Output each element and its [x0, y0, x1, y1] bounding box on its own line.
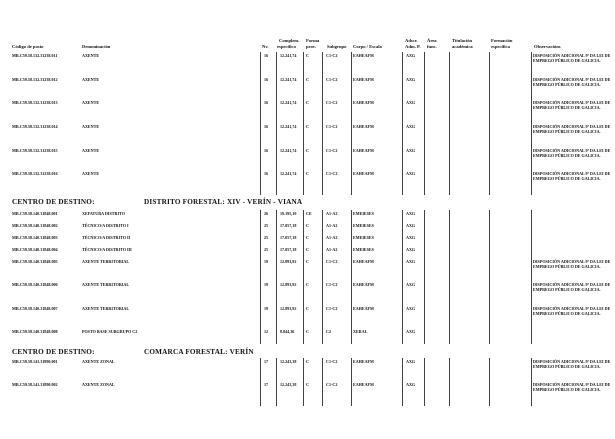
complemento-cell: 17.057,18 — [280, 247, 297, 252]
codigo-cell: MR.C59.58.140.31848.004 — [12, 247, 58, 252]
denominacion-cell: XEFATURA DISTRITO — [82, 211, 125, 216]
observacion-cell: DISPOSICIÓN ADICIONAL 9ª DA LEI DE EMPREGO PÚBLICO DE GALICIA. — [533, 382, 611, 392]
column-divider — [424, 52, 425, 195]
complemento-cell: 19.195,10 — [280, 211, 297, 216]
denominacion-cell: POSTO BASE SUBGRUPO C2 — [82, 329, 138, 334]
column-divider — [276, 52, 277, 195]
observacion-cell: DISPOSICIÓN ADICIONAL 9ª DA LEI DE EMPREGO PÚBLICO DE GALICIA. — [533, 259, 611, 269]
section-destino: DISTRITO FORESTAL: XIV - VERÍN - VIANA — [144, 198, 303, 206]
codigo-cell: MR.C59.58.132.31238.013 — [12, 100, 58, 105]
codigo-cell: MR.C59.58.140.31848.008 — [12, 329, 58, 334]
complemento-cell: 17.057,18 — [280, 235, 297, 240]
codigo-cell: MR.C59.58.140.31848.001 — [12, 211, 58, 216]
subgrupo-cell: C1-C2 — [326, 148, 338, 153]
corpo-cell: EAHEAFM — [353, 171, 374, 176]
column-divider — [322, 210, 323, 344]
corpo-cell: EAHEAFM — [353, 359, 374, 364]
subgrupo-cell: C1-C2 — [326, 306, 338, 311]
codigo-cell: MR.C59.58.132.31238.011 — [12, 53, 58, 58]
nivel-cell: 16 — [264, 77, 269, 82]
subgrupo-cell: C1-C2 — [326, 282, 338, 287]
column-divider — [402, 358, 403, 406]
denominacion-cell: AXENTE — [82, 53, 100, 58]
header-titulacion-top: Titulación — [452, 38, 473, 43]
column-divider — [449, 52, 450, 195]
column-divider — [489, 210, 490, 344]
column-divider — [351, 210, 352, 344]
corpo-cell: EAHEAFM — [353, 306, 374, 311]
denominacion-cell: AXENTE TERRITORIAL — [82, 306, 130, 311]
column-divider — [531, 358, 532, 406]
column-divider — [260, 210, 261, 344]
section-heading — [12, 348, 254, 356]
forma-cell: C — [306, 223, 309, 228]
header-subgrupo: Subgrupo — [327, 44, 347, 49]
forma-cell: C — [306, 259, 309, 264]
subgrupo-cell: A1-A2 — [326, 211, 338, 216]
denominacion-cell: AXENTE TERRITORIAL — [82, 259, 130, 264]
complemento-cell: 12.893,92 — [280, 282, 297, 287]
corpo-cell: EAHEAFM — [353, 100, 374, 105]
column-divider — [489, 358, 490, 406]
forma-cell: C — [306, 359, 309, 364]
subgrupo-cell: A1-A2 — [326, 235, 338, 240]
header-nivel: Nv. — [262, 44, 269, 49]
adscr-cell: AXG — [406, 259, 416, 264]
codigo-cell: MR.C59.58.140.31848.002 — [12, 223, 58, 228]
subgrupo-cell: C1-C2 — [326, 77, 338, 82]
complemento-cell: 17.057,18 — [280, 223, 297, 228]
header-complemento-bottom: específico — [277, 44, 296, 49]
adscr-cell: AXG — [406, 247, 416, 252]
header-denominacion: Denominación — [82, 44, 111, 49]
forma-cell: C — [306, 77, 309, 82]
section-heading — [12, 198, 303, 206]
adscr-cell: AXG — [406, 100, 416, 105]
subgrupo-cell: C1-C2 — [326, 359, 338, 364]
adscr-cell: AXG — [406, 223, 416, 228]
column-divider — [402, 210, 403, 344]
denominacion-cell: AXENTE — [82, 100, 100, 105]
codigo-cell: MR.C59.58.132.31238.012 — [12, 77, 58, 82]
forma-cell: C — [306, 148, 309, 153]
nivel-cell: 12 — [264, 329, 269, 334]
column-divider — [260, 358, 261, 406]
corpo-cell: EAHEAFM — [353, 53, 374, 58]
complemento-cell: 12.241,74 — [280, 100, 297, 105]
codigo-cell: MR.C59.58.141.31890.001 — [12, 359, 58, 364]
codigo-cell: MR.C59.58.132.31238.015 — [12, 148, 58, 153]
forma-cell: CE — [306, 211, 312, 216]
adscr-cell: AXG — [406, 235, 416, 240]
column-divider — [303, 358, 304, 406]
nivel-cell: 19 — [264, 282, 269, 287]
column-divider — [424, 358, 425, 406]
adscr-cell: AXG — [406, 329, 416, 334]
nivel-cell: 17 — [264, 382, 269, 387]
subgrupo-cell: C1-C2 — [326, 259, 338, 264]
subgrupo-cell: C1-C2 — [326, 382, 338, 387]
adscr-cell: AXG — [406, 306, 416, 311]
header-formacion-bottom: específica — [491, 44, 510, 49]
observacion-cell: DISPOSICIÓN ADICIONAL 9ª DA LEI DE EMPREGO PÚBLICO DE GALICIA. — [533, 53, 611, 63]
denominacion-cell: AXENTE — [82, 77, 100, 82]
corpo-cell: EAHEAFM — [353, 77, 374, 82]
header-formacion-top: Formación — [491, 38, 513, 43]
denominacion-cell: AXENTE ZONAL — [82, 359, 115, 364]
subgrupo-cell: A1-A2 — [326, 247, 338, 252]
complemento-cell: 12.241,74 — [280, 171, 297, 176]
codigo-cell: MR.C59.58.140.31848.005 — [12, 259, 58, 264]
nivel-cell: 26 — [264, 211, 269, 216]
nivel-cell: 25 — [264, 235, 269, 240]
complemento-cell: 12.241,74 — [280, 148, 297, 153]
nivel-cell: 25 — [264, 223, 269, 228]
header-forma-top: Forma — [306, 38, 320, 43]
column-divider — [449, 358, 450, 406]
forma-cell: C — [306, 100, 309, 105]
observacion-cell: DISPOSICIÓN ADICIONAL 9ª DA LEI DE EMPREGO PÚBLICO DE GALICIA. — [533, 77, 611, 87]
denominacion-cell: AXENTE ZONAL — [82, 382, 115, 387]
column-divider — [303, 52, 304, 195]
codigo-cell: MR.C59.58.140.31848.007 — [12, 306, 58, 311]
corpo-cell: EMEIESES — [353, 211, 374, 216]
nivel-cell: 19 — [264, 306, 269, 311]
nivel-cell: 17 — [264, 359, 269, 364]
column-divider — [260, 52, 261, 195]
corpo-cell: EAHEAFM — [353, 148, 374, 153]
column-divider — [322, 52, 323, 195]
header-adscr-top: Adscr. — [405, 38, 418, 43]
observacion-cell: DISPOSICIÓN ADICIONAL 9ª DA LEI DE EMPREGO PÚBLICO DE GALICIA. — [533, 171, 611, 181]
codigo-cell: MR.C59.58.132.31238.016 — [12, 171, 58, 176]
forma-cell: C — [306, 247, 309, 252]
forma-cell: C — [306, 235, 309, 240]
column-divider — [276, 358, 277, 406]
column-divider — [303, 210, 304, 344]
column-divider — [276, 210, 277, 344]
header-adscr-bottom: Adm. P. — [405, 44, 421, 49]
observacion-cell: DISPOSICIÓN ADICIONAL 9ª DA LEI DE EMPREGO PÚBLICO DE GALICIA. — [533, 124, 611, 134]
forma-cell: C — [306, 382, 309, 387]
header-area-bottom: func. — [427, 44, 437, 49]
column-divider — [531, 210, 532, 344]
corpo-cell: EMEIESES — [353, 223, 374, 228]
adscr-cell: AXG — [406, 171, 416, 176]
adscr-cell: AXG — [406, 124, 416, 129]
forma-cell: C — [306, 306, 309, 311]
observacion-cell: DISPOSICIÓN ADICIONAL 9ª DA LEI DE EMPREGO PÚBLICO DE GALICIA. — [533, 306, 611, 316]
column-divider — [531, 52, 532, 195]
subgrupo-cell: C1-C2 — [326, 100, 338, 105]
corpo-cell: EMEIESES — [353, 247, 374, 252]
adscr-cell: AXG — [406, 77, 416, 82]
codigo-cell: MR.C59.58.132.31238.014 — [12, 124, 58, 129]
forma-cell: C — [306, 53, 309, 58]
column-divider — [351, 358, 352, 406]
nivel-cell: 19 — [264, 259, 269, 264]
corpo-cell: XERAL — [353, 329, 368, 334]
header-corpo: Corpo / Escala — [353, 44, 382, 49]
denominacion-cell: TÉCNICO/A DISTRITO I — [82, 223, 129, 228]
header-complemento-top: Complem. — [279, 38, 300, 43]
forma-cell: C — [306, 282, 309, 287]
section-label: CENTRO DE DESTINO: — [12, 348, 95, 356]
forma-cell: C — [306, 124, 309, 129]
codigo-cell: MR.C59.58.141.31890.002 — [12, 382, 58, 387]
column-divider — [489, 52, 490, 195]
corpo-cell: EAHEAFM — [353, 382, 374, 387]
adscr-cell: AXG — [406, 148, 416, 153]
denominacion-cell: AXENTE — [82, 171, 100, 176]
column-divider — [351, 52, 352, 195]
nivel-cell: 16 — [264, 124, 269, 129]
corpo-cell: EAHEAFM — [353, 124, 374, 129]
complemento-cell: 8.044,36 — [280, 329, 295, 334]
adscr-cell: AXG — [406, 282, 416, 287]
denominacion-cell: TÉCNICO/A DISTRITO III — [82, 247, 132, 252]
forma-cell: C — [306, 171, 309, 176]
corpo-cell: EAHEAFM — [353, 282, 374, 287]
header-area-top: Área — [427, 38, 437, 43]
codigo-cell: MR.C59.58.140.31848.006 — [12, 282, 58, 287]
observacion-cell: DISPOSICIÓN ADICIONAL 9ª DA LEI DE EMPREGO PÚBLICO DE GALICIA. — [533, 359, 611, 369]
nivel-cell: 16 — [264, 171, 269, 176]
header-forma-bottom: prov. — [306, 44, 316, 49]
complemento-cell: 12.241,74 — [280, 124, 297, 129]
complemento-cell: 12.243,38 — [280, 359, 297, 364]
codigo-cell: MR.C59.58.140.31848.003 — [12, 235, 58, 240]
subgrupo-cell: C1-C2 — [326, 53, 338, 58]
complemento-cell: 12.893,92 — [280, 306, 297, 311]
nivel-cell: 25 — [264, 247, 269, 252]
nivel-cell: 16 — [264, 53, 269, 58]
subgrupo-cell: C1-C2 — [326, 171, 338, 176]
complemento-cell: 12.243,38 — [280, 382, 297, 387]
column-divider — [322, 358, 323, 406]
complemento-cell: 12.241,74 — [280, 77, 297, 82]
column-divider — [424, 210, 425, 344]
denominacion-cell: AXENTE TERRITORIAL — [82, 282, 130, 287]
corpo-cell: EMEIESES — [353, 235, 374, 240]
subgrupo-cell: A1-A2 — [326, 223, 338, 228]
observacion-cell: DISPOSICIÓN ADICIONAL 9ª DA LEI DE EMPREGO PÚBLICO DE GALICIA. — [533, 282, 611, 292]
denominacion-cell: TÉCNICO/A DISTRITO II — [82, 235, 131, 240]
subgrupo-cell: C2 — [326, 329, 332, 334]
observacion-cell: DISPOSICIÓN ADICIONAL 9ª DA LEI DE EMPREGO PÚBLICO DE GALICIA. — [533, 100, 611, 110]
complemento-cell: 12.241,74 — [280, 53, 297, 58]
adscr-cell: AXG — [406, 382, 416, 387]
subgrupo-cell: C1-C2 — [326, 124, 338, 129]
header-titulacion-bottom: académica — [452, 44, 473, 49]
nivel-cell: 16 — [264, 148, 269, 153]
complemento-cell: 12.893,92 — [280, 259, 297, 264]
section-label: CENTRO DE DESTINO: — [12, 198, 95, 206]
adscr-cell: AXG — [406, 53, 416, 58]
header-observaciones: Observacións — [534, 44, 561, 49]
adscr-cell: AXG — [406, 359, 416, 364]
adscr-cell: AXG — [406, 211, 416, 216]
denominacion-cell: AXENTE — [82, 124, 100, 129]
column-divider — [402, 52, 403, 195]
nivel-cell: 16 — [264, 100, 269, 105]
forma-cell: C — [306, 329, 309, 334]
header-codigo: Código de posto — [12, 44, 44, 49]
corpo-cell: EAHEAFM — [353, 259, 374, 264]
section-destino: COMARCA FORESTAL: VERÍN — [144, 348, 254, 356]
column-divider — [449, 210, 450, 344]
denominacion-cell: AXENTE — [82, 148, 100, 153]
observacion-cell: DISPOSICIÓN ADICIONAL 9ª DA LEI DE EMPREGO PÚBLICO DE GALICIA. — [533, 148, 611, 158]
